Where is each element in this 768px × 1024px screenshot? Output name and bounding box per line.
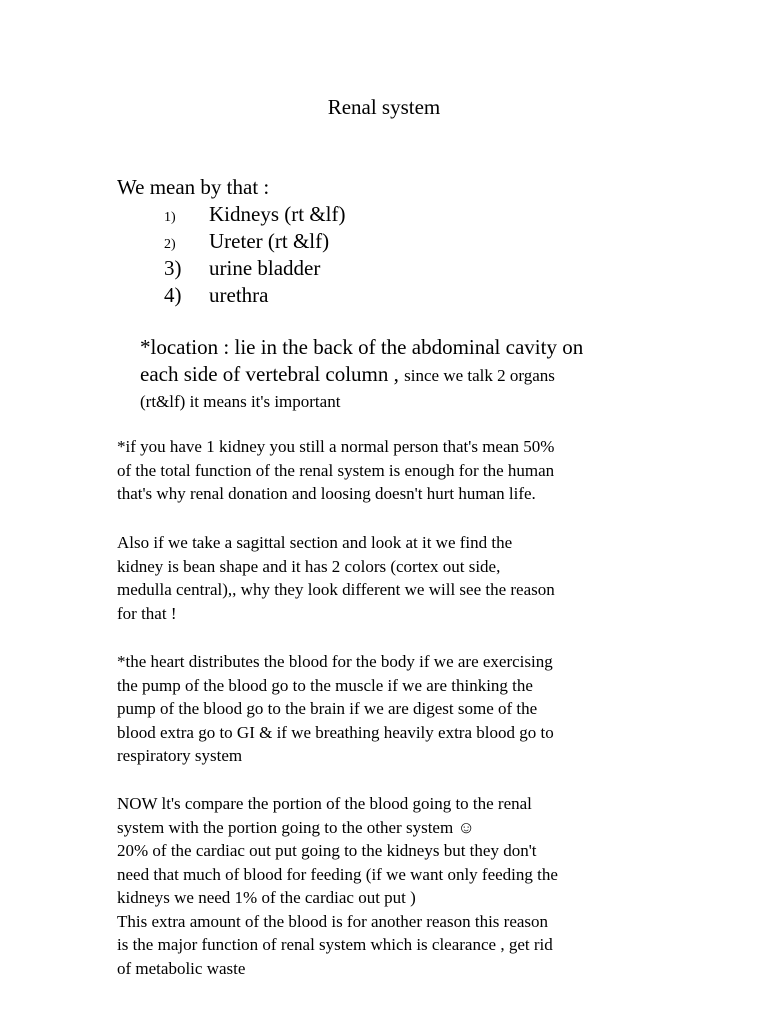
paragraph-line: NOW lt's compare the portion of the blood going to the renal (117, 794, 532, 813)
page-title (0, 94, 768, 120)
list-number: 4) (164, 283, 182, 307)
list-item (164, 228, 345, 255)
paragraph-line: pump of the blood go to the brain if we are digest some of the (117, 699, 538, 718)
location-line: (rt&lf) it means it's important (140, 392, 341, 411)
paragraph-single-kidney (117, 435, 662, 506)
paragraph-line: This extra amount of the blood is for another reason this reason (117, 911, 549, 931)
list-item (164, 201, 345, 228)
location-line: *location : lie in the back of the abdominal cavity on (140, 335, 584, 359)
paragraph-line: kidney is bean shape and it has 2 colors (cortex out side, (117, 556, 501, 576)
paragraph-line: system with the portion going to the other system ☺ (117, 817, 475, 837)
paragraph-line: of the total function of the renal system is enough for the human (117, 460, 555, 480)
paragraph-line: respiratory system (117, 746, 243, 765)
paragraph-line: *the heart distributes the blood for the body if we are exercising (117, 652, 553, 671)
paragraph-line: is the major function of renal system which is clearance , get rid (117, 935, 553, 954)
paragraph-line: need that much of blood for feeding (if we want only feeding the (117, 864, 558, 884)
list-text: Kidneys (rt &lf) (209, 202, 346, 226)
paragraph-line: that's why renal donation and loosing doesn't hurt human life. (117, 484, 536, 503)
location-paragraph (140, 334, 700, 414)
paragraph-line: blood extra go to GI & if we breathing heavily extra blood go to (117, 722, 554, 742)
paragraph-sagittal-section (117, 531, 662, 625)
list-item (164, 255, 345, 282)
paragraph-line: *if you have 1 kidney you still a normal person that's mean 50% (117, 437, 555, 456)
list-text: Ureter (rt &lf) (209, 229, 330, 253)
paragraph-line: Also if we take a sagittal section and look at it we find the (117, 533, 513, 552)
intro-line: We mean by that : (117, 175, 270, 199)
list-text: urine bladder (209, 256, 321, 280)
location-line: since we talk 2 organs (404, 366, 555, 385)
location-line: each side of vertebral column , (140, 362, 405, 386)
paragraph-line: medulla central),, why they look different we will see the reason (117, 580, 555, 599)
list-text: urethra (209, 283, 269, 307)
list-number: 2) (164, 237, 176, 252)
paragraph-blood-comparison (117, 792, 662, 980)
page-title-text: Renal system (327, 95, 441, 119)
list-number: 3) (164, 256, 182, 280)
organ-list (164, 201, 345, 309)
paragraph-heart-distribution (117, 650, 662, 768)
list-number: 1) (164, 210, 176, 225)
paragraph-line: of metabolic waste (117, 958, 246, 978)
paragraph-line: the pump of the blood go to the muscle if we are thinking the (117, 675, 533, 695)
paragraph-line: kidneys we need 1% of the cardiac out put ) (117, 888, 416, 907)
paragraph-line: 20% of the cardiac out put going to the kidneys but they don't (117, 841, 537, 860)
list-item (164, 282, 345, 309)
paragraph-line: for that ! (117, 603, 177, 623)
